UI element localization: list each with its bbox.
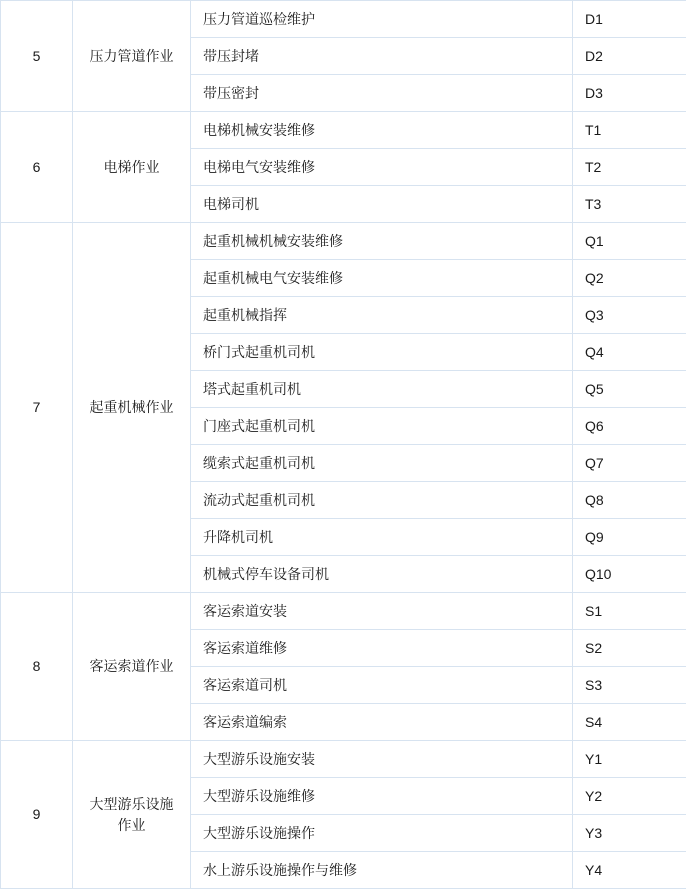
table-row (1, 223, 686, 260)
work-item: 机械式停车设备司机 (191, 556, 573, 593)
item-code: Q5 (573, 371, 686, 408)
work-item: 升降机司机 (191, 519, 573, 556)
work-category: 客运索道作业 (73, 593, 191, 741)
table-row (1, 741, 686, 778)
work-item: 客运索道编索 (191, 704, 573, 741)
item-code: T1 (573, 112, 686, 149)
work-item: 客运索道司机 (191, 667, 573, 704)
work-category: 电梯作业 (73, 112, 191, 223)
row-number: 7 (1, 223, 73, 593)
work-item: 门座式起重机司机 (191, 408, 573, 445)
work-item: 客运索道维修 (191, 630, 573, 667)
item-code: Y3 (573, 815, 686, 852)
work-item: 流动式起重机司机 (191, 482, 573, 519)
work-item: 电梯机械安装维修 (191, 112, 573, 149)
row-number: 8 (1, 593, 73, 741)
item-code: Y1 (573, 741, 686, 778)
work-item: 电梯电气安装维修 (191, 149, 573, 186)
table-row (1, 593, 686, 630)
work-item: 水上游乐设施操作与维修 (191, 852, 573, 889)
work-item: 起重机械指挥 (191, 297, 573, 334)
item-code: S2 (573, 630, 686, 667)
work-item: 客运索道安装 (191, 593, 573, 630)
work-item: 桥门式起重机司机 (191, 334, 573, 371)
work-item: 起重机械机械安装维修 (191, 223, 573, 260)
item-code: Q4 (573, 334, 686, 371)
table-row (1, 112, 686, 149)
item-code: T3 (573, 186, 686, 223)
item-code: Q7 (573, 445, 686, 482)
work-category: 起重机械作业 (73, 223, 191, 593)
work-category: 大型游乐设施作业 (73, 741, 191, 889)
work-item: 压力管道巡检维护 (191, 1, 573, 38)
row-number: 6 (1, 112, 73, 223)
table-body (1, 1, 686, 889)
item-code: Q9 (573, 519, 686, 556)
item-code: Q6 (573, 408, 686, 445)
work-category: 压力管道作业 (73, 1, 191, 112)
item-code: D3 (573, 75, 686, 112)
item-code: Q10 (573, 556, 686, 593)
work-item: 塔式起重机司机 (191, 371, 573, 408)
work-item: 大型游乐设施安装 (191, 741, 573, 778)
work-item: 带压密封 (191, 75, 573, 112)
work-item: 大型游乐设施操作 (191, 815, 573, 852)
work-item: 电梯司机 (191, 186, 573, 223)
table-row (1, 1, 686, 38)
item-code: Y2 (573, 778, 686, 815)
item-code: S1 (573, 593, 686, 630)
row-number: 5 (1, 1, 73, 112)
work-item: 缆索式起重机司机 (191, 445, 573, 482)
work-item: 起重机械电气安装维修 (191, 260, 573, 297)
item-code: Q3 (573, 297, 686, 334)
item-code: T2 (573, 149, 686, 186)
work-item: 大型游乐设施维修 (191, 778, 573, 815)
item-code: Q1 (573, 223, 686, 260)
item-code: D2 (573, 38, 686, 75)
item-code: Q2 (573, 260, 686, 297)
item-code: S4 (573, 704, 686, 741)
item-code: Q8 (573, 482, 686, 519)
work-item: 带压封堵 (191, 38, 573, 75)
row-number: 9 (1, 741, 73, 889)
item-code: Y4 (573, 852, 686, 889)
item-code: D1 (573, 1, 686, 38)
item-code: S3 (573, 667, 686, 704)
